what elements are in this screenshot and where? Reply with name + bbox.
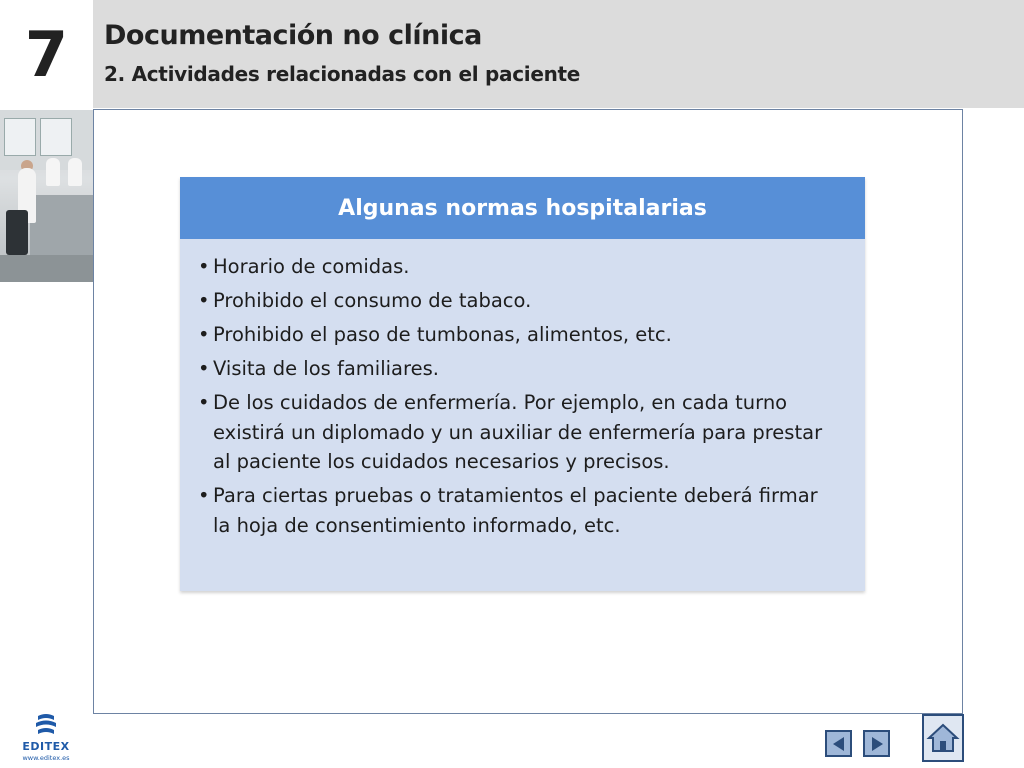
- norms-list: [198, 252, 838, 545]
- slide-subtitle: 2. Actividades relacionadas con el paciente: [104, 62, 581, 86]
- next-slide-button[interactable]: [863, 730, 890, 757]
- brand-url: www.editex.es: [22, 754, 70, 762]
- home-button[interactable]: [922, 714, 964, 762]
- editex-logo-icon: [34, 712, 58, 738]
- list-item: • Visita de los familiares.: [198, 354, 838, 384]
- home-icon: [926, 721, 960, 755]
- hospital-photo: [0, 110, 93, 282]
- previous-slide-button[interactable]: [825, 730, 852, 757]
- triangle-right-icon: [868, 735, 886, 753]
- brand-name: EDITEX: [22, 740, 70, 753]
- list-item: • Horario de comidas.: [198, 252, 838, 282]
- list-item: • Prohibido el paso de tumbonas, alimentos, etc.: [198, 320, 838, 350]
- list-item: • Prohibido el consumo de tabaco.: [198, 286, 838, 316]
- list-item: • De los cuidados de enfermería. Por ejemplo, en cada turno existirá un diplomado y un auxiliar de enfermería para prestar al paciente los cuidados necesarios y precisos.: [198, 388, 838, 477]
- list-item: • Para ciertas pruebas o tratamientos el paciente deberá firmar la hoja de consentimiento informado, etc.: [198, 481, 838, 540]
- card-heading: Algunas normas hospitalarias: [180, 177, 865, 239]
- editex-logo: [16, 712, 76, 762]
- norms-card: [180, 177, 865, 591]
- header-bar: [93, 0, 1024, 108]
- chapter-number: 7: [24, 17, 69, 91]
- slide-title: Documentación no clínica: [104, 20, 482, 51]
- triangle-left-icon: [830, 735, 848, 753]
